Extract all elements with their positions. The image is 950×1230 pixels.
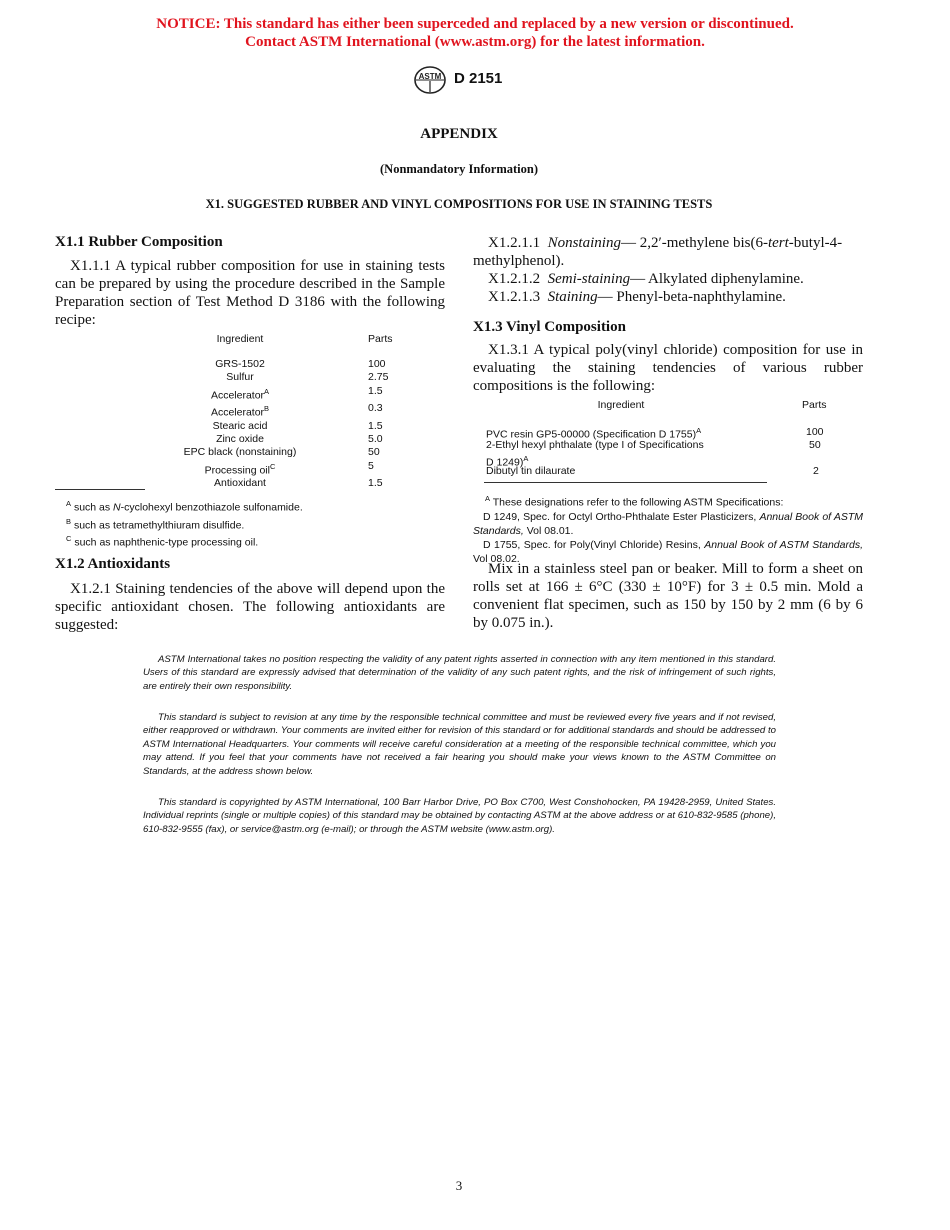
logo-text: ASTM [418,72,442,81]
x1-3-1-paragraph: X1.3.1 A typical poly(vinyl chloride) composition for use in evaluating the staining tendencies of various rubber compositions is the following: [473,342,863,394]
footnote: $^C$ such as naphthenic-type processing oil. [66,534,259,549]
ingredient-parts: 2.75 [368,371,389,384]
vinyl-footnotes [473,492,863,566]
vinyl-table-rule [484,482,767,483]
footnote-mark: A [264,386,270,396]
ingredient-name: Sulfur [226,371,254,384]
appendix-subtitle: (Nonmandatory Information) [380,162,538,176]
footnote: $^A$ These designations refer to the following ASTM Specifications: [485,494,784,509]
x1-2-1-1-item: X1.2.1.1 Nonstaining— 2,2′-methylene bis(6-tert-butyl-4-methylphenol). [473,235,843,269]
table-row: Dibutyl tin dilaurate [486,465,576,477]
table-row [150,402,428,420]
ingredient-name: Zinc oxide [216,433,264,446]
ingredient-parts: 0.3 [368,402,383,415]
table-row [150,358,428,371]
footnote-rule [55,489,145,490]
table-row [150,477,428,490]
ingredient-parts: 5.0 [368,433,383,446]
legal-copyright: This standard is copyrighted by ASTM International, 100 Barr Harbor Drive, PO Box C700, West Conshohocken, PA 19428-2959, United States. Individual reprints (single or multiple copies) of this standard may be obtained by contacting ASTM at the above address or at 610-832-9585 (phone), 610-832-9555 (fax), or service@astm.org (e-mail); or through the ASTM website (www.astm.org). [143,797,776,835]
footnote: D 1249, Spec. for Octyl Ortho-Phthalate Ester Plasticizers, Annual Book of ASTM Standards, Vol 08.01. [473,510,863,537]
ingredient-name: Processing oil [204,464,270,477]
table-row: PVC resin GP5-00000 (Specification D 1755)$^A$ [486,426,702,441]
ingredient-parts: 1.5 [368,384,383,397]
footnote: $^B$ such as tetramethylthiuram disulfide. [66,516,245,531]
ingredient-name: Accelerator [210,406,265,419]
ingredient-parts: 2 [813,465,819,477]
table-row [150,371,428,384]
x1-2-heading: X1.2 Antioxidants [55,556,171,572]
mix-paragraph: Mix in a stainless steel pan or beaker. Mill to form a sheet on rolls set at 166 ± 6°C (330 ± 10°F) for 3 ± 0.5 min. Mold a convenient flat specimen, such as 150 by 150 by 2 mm (6 by 6 by 0.075 in.). [473,561,863,631]
table-row: 2-Ethyl hexyl phthalate (type I of Specifications D 1249)$^A$ [486,439,704,469]
rubber-col-parts: Parts [368,333,393,345]
notice-line-2: Contact ASTM International (www.astm.org) for the latest information. [245,34,705,50]
ingredient-name: GRS-1502 [215,358,265,371]
x1-1-1-paragraph: X1.1.1 A typical rubber composition for use in staining tests can be prepared by using the procedure described in the Sample Preparation section of Test Method D 3186 with the following recipe: [55,258,445,328]
appendix-title: APPENDIX [420,126,498,142]
ingredient-name: EPC black (nonstaining) [183,446,297,459]
table-row [150,385,428,403]
ingredient-parts: 100 [806,426,824,438]
astm-logo-icon [413,66,447,94]
ingredient-parts: 1.5 [368,420,383,433]
designation: D 2151 [454,70,503,87]
ingredient-parts: 50 [809,439,821,451]
table-row [150,420,428,433]
x1-3-heading: X1.3 Vinyl Composition [473,319,626,335]
table-row [150,460,428,478]
x1-heading: X1. SUGGESTED RUBBER AND VINYL COMPOSITIONS FOR USE IN STAINING TESTS [205,197,713,211]
legal-revision: This standard is subject to revision at any time by the responsible technical committee and must be reviewed every five years and if not revised, either reapproved or withdrawn. Your comments are invited either for revision of this standard or for additional standards and should be addressed to ASTM International Headquarters. Your comments will receive careful consideration at a meeting of the responsible technical committee, which you may attend. If you feel that your comments have not received a fair hearing you should make your views known to the ASTM Committee on Standards, at the address shown below. [143,712,776,777]
rubber-footnotes [66,497,446,550]
notice-line-1: NOTICE: This standard has either been superceded and replaced by a new version or discontinued. [156,16,794,32]
footnote-mark: C [269,461,276,471]
vinyl-col-ingredient: Ingredient [597,399,645,411]
page-number: 3 [455,1178,463,1193]
x1-2-1-2-item: X1.2.1.2 Semi-staining— Alkylated diphenylamine. [488,271,804,287]
ingredient-parts: 5 [368,459,374,472]
ingredient-parts: 50 [368,446,380,459]
ingredient-parts: 1.5 [368,477,383,490]
footnote-mark: B [264,404,270,414]
ingredient-name: Accelerator [210,389,265,402]
ingredient-name: Antioxidant [214,477,266,490]
table-row [150,446,428,459]
legal-patent: ASTM International takes no position respecting the validity of any patent rights asserted in connection with any item mentioned in this standard. Users of this standard are expressly advised that determination of the validity of any such patent rights, and the risk of infringement of such rights, are entirely their own responsibility. [143,654,776,692]
x1-1-heading: X1.1 Rubber Composition [55,234,223,250]
vinyl-col-parts: Parts [802,399,827,411]
footnote: $^A$ such as N-cyclohexyl benzothiazole sulfonamide. [66,499,303,514]
ingredient-parts: 100 [368,358,386,371]
rubber-table [150,333,428,491]
x1-2-1-paragraph: X1.2.1 Staining tendencies of the above will depend upon the specific antioxidant chosen. The following antioxidants are suggested: [55,581,445,633]
footnote: D 1755, Spec. for Poly(Vinyl Chloride) Resins, Annual Book of ASTM Standards, Vol 08.02. [473,538,863,565]
table-row [150,433,428,446]
rubber-col-ingredient: Ingredient [216,333,264,345]
ingredient-name: Stearic acid [212,420,268,433]
header [413,66,523,94]
x1-2-1-3-item: X1.2.1.3 Staining— Phenyl-beta-naphthylamine. [488,289,786,305]
